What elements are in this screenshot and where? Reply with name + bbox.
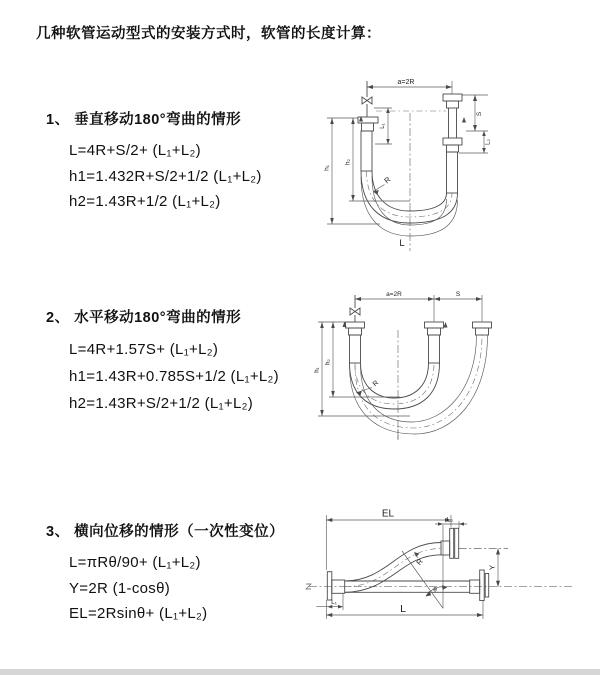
dim-l1 (374, 108, 392, 144)
dim-label-h1: h₁ (314, 367, 321, 373)
dim-label-s: S (455, 291, 461, 298)
dim-label-l2: L₂ (485, 139, 492, 145)
section-3-heading: 3、 横向位移的情形（一次性变位） (46, 524, 285, 540)
dim-label-a2r: a=2R (397, 79, 415, 86)
diagram-lateral-displacement (303, 500, 600, 645)
radius-label: R (414, 556, 425, 567)
dim-label-y: Y (487, 564, 497, 571)
dim-h2 (345, 118, 411, 201)
length-label: L (399, 238, 405, 249)
theta-label: θ (433, 586, 437, 594)
right-flange (473, 322, 492, 335)
dim-a2r (355, 291, 482, 322)
theta-construction (402, 525, 448, 608)
formula-h1: h1=1.432R+S/2+1/2 (L₁+L₂) (69, 167, 262, 185)
dim-y (488, 549, 501, 587)
formula-EL: EL=2Rsinθ+ (L₁+L₂) (69, 605, 208, 622)
dim-label-l1: L₁ (331, 599, 337, 606)
radius-label: R (382, 174, 393, 186)
upper-flange (441, 528, 459, 558)
section-2-heading: 2、 水平移动180°弯曲的情形 (46, 310, 242, 326)
hose-arcs-position2 (350, 335, 488, 439)
radius-leader (414, 552, 425, 567)
dim-s (459, 95, 488, 153)
formula-h2: h2=1.43R+1/2 (L₁+L₂) (69, 193, 221, 210)
formula-h1: h1=1.43R+0.785S+1/2 (L₁+L₂) (69, 368, 279, 385)
dim-label-a2r: a=2R (386, 291, 402, 298)
dim-label-el: EL (381, 508, 395, 520)
dim-h1 (315, 322, 411, 416)
dim-label-s: S (476, 111, 483, 117)
section-vertical-movement (46, 108, 262, 215)
formula-L: L=4R+1.57S+ (L₁+L₂) (69, 341, 219, 358)
dim-label-l: L (400, 603, 406, 615)
page-edge (0, 669, 600, 675)
page-title: 几种软管运动型式的安装方式时，软管的长度计算： (36, 26, 381, 42)
dim-l2 (482, 131, 491, 153)
section-horizontal-movement (46, 306, 279, 417)
left-flange (327, 572, 344, 600)
formula-L: L=4R+S/2+ (L₁+L₂) (69, 142, 201, 159)
dim-s (434, 291, 482, 301)
right-pipe (443, 94, 462, 193)
right-flange (470, 570, 489, 601)
diagram-horizontal-u-bend (312, 282, 600, 450)
section-1-heading: 1、 垂直移动180°弯曲的情形 (46, 112, 242, 128)
dim-el (326, 509, 451, 571)
dim-label-l1: L₁ (380, 123, 386, 129)
section-lateral-displacement (46, 520, 284, 627)
radius-leader (373, 175, 393, 195)
dim-label-l2: L₂ (446, 516, 454, 524)
dim-a2r (367, 79, 452, 94)
dim-label-h2: h₂ (325, 359, 332, 365)
left-flange (346, 322, 365, 363)
formula-L: L=πRθ/90+ (L₁+L₂) (69, 554, 201, 571)
dim-label-h2: h₂ (344, 158, 352, 166)
formula-h2: h2=1.43R+S/2+1/2 (L₁+L₂) (69, 395, 254, 412)
dim-l (326, 600, 483, 619)
middle-flange (425, 322, 444, 363)
dim-label-h1: h₁ (323, 165, 331, 171)
diagram-vertical-u-bend (318, 68, 590, 265)
formula-Y: Y=2R (1-cosθ) (69, 579, 171, 597)
hose-arcs (361, 171, 458, 236)
radius-label: R (371, 379, 381, 389)
dim-l1 (316, 593, 343, 610)
